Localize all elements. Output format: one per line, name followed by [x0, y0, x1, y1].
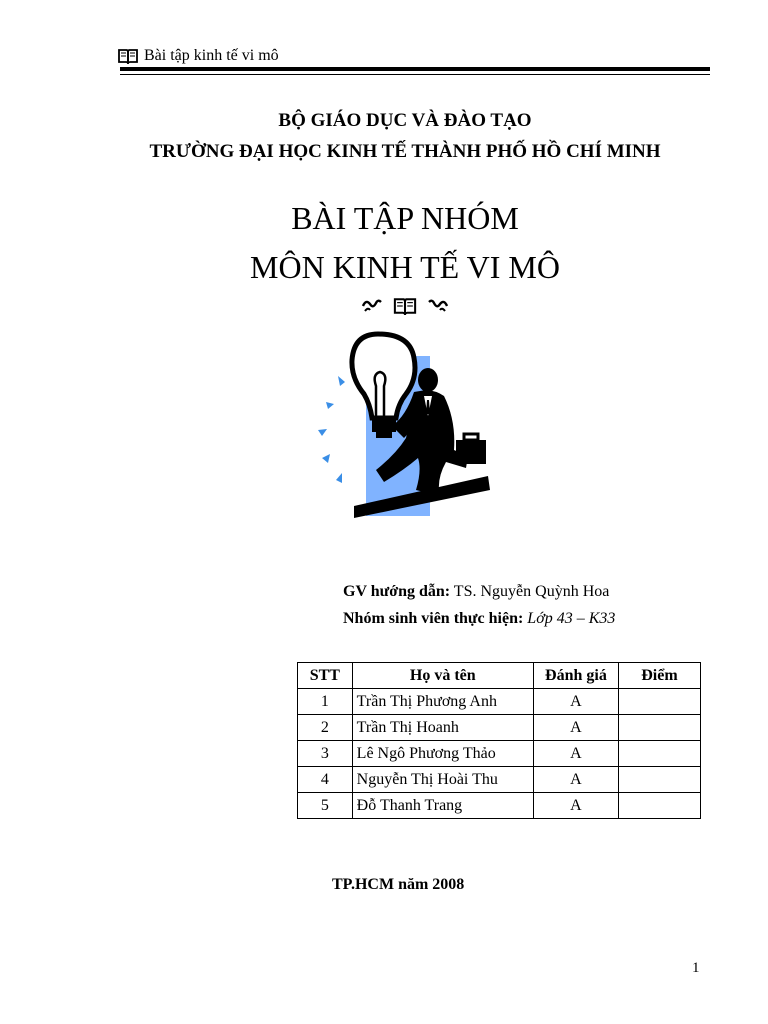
col-header-stt: STT — [298, 663, 353, 689]
title-ornament — [0, 297, 768, 315]
cell-score — [618, 767, 700, 793]
supervisor-line — [343, 583, 609, 601]
cell-score — [618, 715, 700, 741]
cell-stt: 2 — [298, 715, 353, 741]
course-title: MÔN KINH TẾ VI MÔ — [250, 249, 560, 285]
col-header-score: Điểm — [618, 663, 700, 689]
left-flourish-icon — [361, 297, 383, 315]
document-title: BÀI TẬP NHÓM — [291, 200, 519, 236]
table-row — [298, 689, 701, 715]
cell-score — [618, 689, 700, 715]
table-row — [298, 793, 701, 819]
cell-grade: A — [533, 793, 618, 819]
open-book-icon — [118, 48, 138, 64]
cell-grade: A — [533, 715, 618, 741]
header-rule-thin — [120, 74, 710, 75]
running-header — [118, 47, 279, 65]
supervisor-value: TS. Nguyễn Quỳnh Hoa — [450, 583, 610, 600]
header-rule-thick — [120, 67, 710, 71]
table-row — [298, 715, 701, 741]
cell-score — [618, 741, 700, 767]
cell-stt: 4 — [298, 767, 353, 793]
group-value: Lớp 43 – K33 — [523, 610, 616, 627]
cell-stt: 5 — [298, 793, 353, 819]
cell-stt: 1 — [298, 689, 353, 715]
ministry-name: BỘ GIÁO DỤC VÀ ĐÀO TẠO — [278, 110, 532, 131]
cell-grade: A — [533, 689, 618, 715]
group-line — [343, 610, 615, 628]
cell-stt: 3 — [298, 741, 353, 767]
table-row — [298, 767, 701, 793]
table-row — [298, 741, 701, 767]
cell-grade: A — [533, 767, 618, 793]
group-label: Nhóm sinh viên thực hiện: — [343, 610, 524, 627]
page-number: 1 — [692, 960, 700, 976]
businessman-with-lightbulb-icon — [318, 330, 494, 520]
cell-name: Đỗ Thanh Trang — [352, 793, 533, 819]
supervisor-label: GV hướng dẫn: — [343, 583, 451, 600]
col-header-name: Họ và tên — [352, 663, 533, 689]
cell-name: Nguyễn Thị Hoài Thu — [352, 767, 533, 793]
open-book-icon — [393, 297, 417, 315]
cell-grade: A — [533, 741, 618, 767]
cell-name: Trần Thị Phương Anh — [352, 689, 533, 715]
university-name: TRƯỜNG ĐẠI HỌC KINH TẾ THÀNH PHỐ HỒ CHÍ MINH — [149, 141, 661, 162]
running-header-title: Bài tập kinh tế vi mô — [144, 47, 279, 64]
table-header-row — [298, 663, 701, 689]
place-and-year: TP.HCM năm 2008 — [332, 876, 465, 893]
col-header-grade: Đánh giá — [533, 663, 618, 689]
cell-name: Lê Ngô Phương Thảo — [352, 741, 533, 767]
members-table — [297, 662, 701, 819]
cell-score — [618, 793, 700, 819]
cell-name: Trần Thị Hoanh — [352, 715, 533, 741]
right-flourish-icon — [427, 297, 449, 315]
